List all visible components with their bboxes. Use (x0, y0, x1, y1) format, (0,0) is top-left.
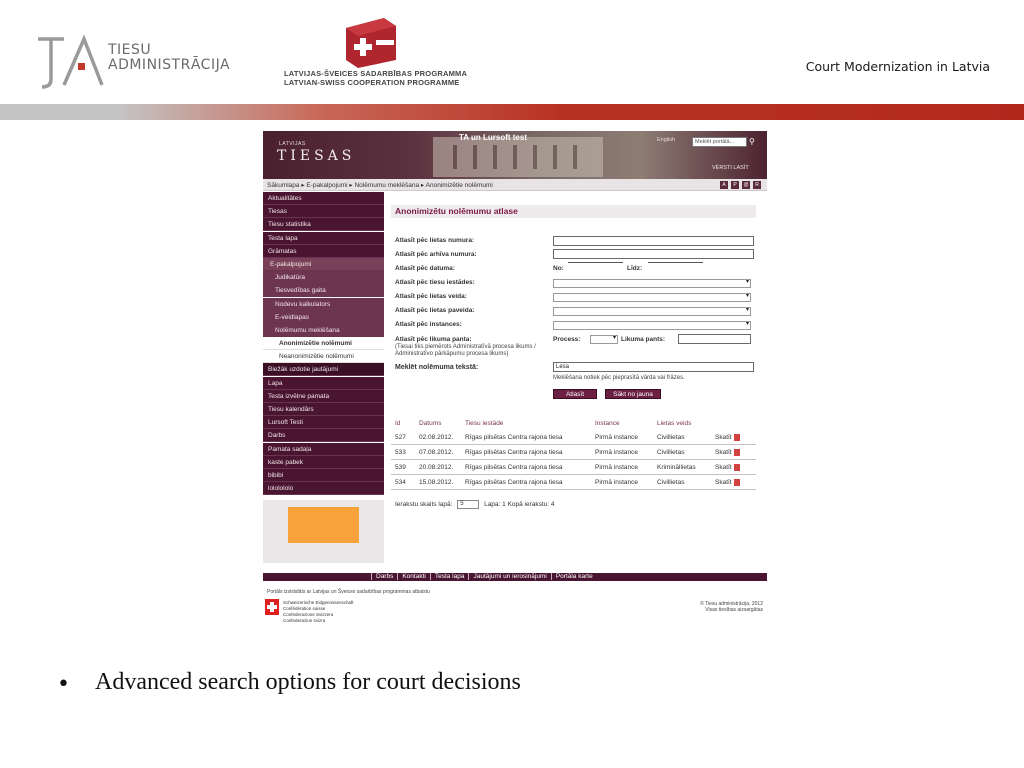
sidebar-item[interactable]: Anonimizētie nolēmumi (263, 337, 384, 350)
footer-link[interactable]: Jautājumi un ierosinājumi (468, 573, 550, 580)
sidebar-item[interactable]: Neanonimizētie nolēmumi (263, 350, 384, 363)
archive-number-label: Atlasīt pēc arhīva numura: (395, 251, 477, 258)
case-kind-select[interactable] (553, 307, 751, 316)
sidebar-item[interactable]: Tiesu kalendārs (263, 403, 384, 416)
cell-instance (595, 475, 657, 489)
cell-date-text: 02.08.2012. (419, 434, 454, 441)
sidebar-item[interactable]: Biežāk uzdotie jautājumi (263, 363, 384, 376)
case-type-label: Atlasīt pēc lietas veida: (395, 293, 467, 300)
cell-case-type-text: Civillietas (657, 479, 685, 486)
court-portal-screenshot (263, 131, 767, 639)
sidebar-item[interactable]: Pamata sadaļa (263, 443, 384, 456)
cell-id-text: 534 (395, 479, 406, 486)
cell-court (465, 445, 595, 459)
sidebar-item[interactable]: Testa izvēlne pamata (263, 390, 384, 403)
process-select[interactable] (590, 335, 618, 344)
text-search-label: Meklēt nolēmuma tekstā: (395, 364, 479, 371)
cell-instance-text: Pirmā instance (595, 434, 638, 441)
slide-title: Court Modernization in Latvia (805, 59, 990, 74)
header-divider-bar (0, 104, 1024, 120)
footer-links (371, 573, 597, 581)
pdf-icon[interactable] (734, 479, 740, 486)
text-search-input[interactable]: Lesa (553, 362, 754, 372)
case-number-label: Atlasīt pēc lietas numura: (395, 237, 475, 244)
case-type-select[interactable] (553, 293, 751, 302)
cell-open[interactable] (715, 475, 755, 489)
courthouse-image (433, 137, 603, 177)
page-title: Anonimizētu nolēmumu atlase (391, 205, 756, 218)
footer-link[interactable]: Kontakti (397, 573, 430, 580)
pager-prefix: Ierakstu skaits lapā: (395, 501, 453, 509)
date-from-label: No: (553, 265, 564, 272)
col-id[interactable]: Id (395, 420, 401, 427)
case-number-input[interactable] (553, 236, 754, 246)
pager-summary: Lapa: 1 Kopā ierakstu: 4 (484, 501, 555, 509)
portal-banner (263, 131, 767, 179)
cell-instance-text: Pirmā instance (595, 449, 638, 456)
pdf-icon[interactable] (734, 464, 740, 471)
law-article-label: Atlasīt pēc likuma panta: (395, 336, 472, 343)
bullet-text: Advanced search options for court decisions (95, 669, 521, 695)
cell-open[interactable] (715, 430, 755, 444)
text-search-hint: Meklēšana notiek pēc pieprasītā vārda vai frāzes. (553, 375, 685, 381)
cell-instance (595, 460, 657, 474)
cell-date (419, 475, 465, 489)
cell-court-text: Rīgas pilsētas Centra rajona tiesa (465, 449, 563, 456)
article-input[interactable] (678, 334, 751, 344)
col-court[interactable]: Tiesu iestāde (465, 420, 504, 427)
pdf-icon[interactable] (734, 434, 740, 441)
sidebar-item[interactable]: Tiesvedības gaita (263, 284, 384, 297)
cell-court (465, 460, 595, 474)
ta-logo-mark-icon (34, 33, 106, 89)
ta-logo-text: TIESU ADMINISTRĀCIJA (108, 42, 231, 73)
table-row[interactable] (391, 460, 756, 475)
environment-label: TA un Lursoft test (459, 133, 527, 142)
date-to-input[interactable] (648, 262, 703, 263)
article-label: Likuma pants: (621, 336, 666, 343)
cell-case-type (657, 430, 715, 444)
pdf-icon[interactable] (734, 449, 740, 456)
process-label: Process: (553, 336, 581, 343)
reset-button[interactable]: Sākt no jauna (605, 389, 661, 399)
cell-date-text: 15.08.2012. (419, 479, 454, 486)
search-icon[interactable]: ⚲ (749, 137, 755, 146)
cell-id (395, 445, 419, 459)
cell-id (395, 430, 419, 444)
sidebar-item[interactable]: bibibi (263, 469, 384, 482)
date-from-input[interactable] (568, 262, 623, 263)
sidebar-item[interactable]: Aktualitātes (263, 192, 384, 205)
law-article-hint: (Tiesai tiks piemērots Administratīvā procesa likums / Administratīvo pārkāpumu procesa likums) (395, 344, 536, 357)
page-tools (720, 181, 761, 189)
advanced-search-link[interactable]: VĒRSTI LASĪT (712, 165, 749, 171)
sidebar-item[interactable]: E-veidlapas (263, 311, 384, 324)
search-button[interactable]: Atlasīt (553, 389, 597, 399)
sidebar-item[interactable]: E-pakalpojumi (263, 258, 384, 271)
latvian-swiss-programme-logo (282, 18, 472, 90)
date-label: Atlasīt pēc datuma: (395, 265, 455, 272)
cell-instance (595, 445, 657, 459)
date-to-label: Līdz: (627, 265, 643, 272)
bullet-marker: • (57, 672, 70, 697)
cell-id-text: 539 (395, 464, 406, 471)
table-row[interactable] (391, 445, 756, 460)
results-body (391, 430, 756, 490)
cell-open-text: Skatīt (715, 434, 732, 441)
cell-date-text: 20.08.2012. (419, 464, 454, 471)
breadcrumb-bar (263, 179, 767, 191)
cell-date (419, 460, 465, 474)
sidebar-banner-area (263, 500, 384, 563)
email-icon[interactable]: @ (743, 182, 749, 188)
breadcrumb[interactable]: Sākumlapa ▸ E-pakalpojumi ▸ Nolēmumu meklēšana ▸ Anonimizētie nolēmumi (267, 182, 493, 189)
sidebar-item[interactable]: Lursoft Testi (263, 416, 384, 429)
portal-footer-bar (263, 573, 767, 581)
sidebar-item[interactable]: Lapa (263, 377, 384, 390)
portal-sidebar (263, 192, 384, 495)
instance-label: Atlasīt pēc instances: (395, 321, 462, 328)
cell-open-text: Skatīt (715, 449, 732, 456)
cell-court-text: Rīgas pilsētas Centra rajona tiesa (465, 479, 563, 486)
sidebar-item[interactable]: Darbs (263, 429, 384, 442)
cell-court-text: Rīgas pilsētas Centra rajona tiesa (465, 434, 563, 441)
table-row[interactable] (391, 475, 756, 490)
cell-id-text: 527 (395, 434, 406, 441)
cell-open-text: Skatīt (715, 464, 732, 471)
results-table (391, 418, 756, 490)
cell-date (419, 430, 465, 444)
swiss-cross-flag-icon (340, 18, 398, 68)
col-instance[interactable]: Instance (595, 420, 620, 427)
col-open (715, 418, 755, 430)
cell-date-text: 07.08.2012. (419, 449, 454, 456)
sidebar-item[interactable]: kaste pabek (263, 456, 384, 469)
cell-open[interactable] (715, 445, 755, 459)
footer-link[interactable]: Darbs (371, 573, 397, 580)
swiss-confederation-icon (265, 599, 279, 615)
rss-icon[interactable]: R (753, 181, 761, 189)
cell-case-type (657, 475, 715, 489)
portal-search-input[interactable]: Meklēt portālā... (692, 137, 747, 147)
results-header (391, 418, 756, 430)
sidebar-item[interactable]: Testa lapa (263, 232, 384, 245)
portal-logo[interactable]: TIESAS (277, 148, 356, 164)
cell-instance-text: Pirmā instance (595, 464, 638, 471)
cell-id-text: 533 (395, 449, 406, 456)
cell-instance-text: Pirmā instance (595, 479, 638, 486)
cell-court-text: Rīgas pilsētas Centra rajona tiesa (465, 464, 563, 471)
cell-id (395, 460, 419, 474)
portal-logo-small: LATVIJAS (279, 141, 306, 147)
font-size-icon[interactable]: A (720, 181, 728, 189)
footer-link[interactable]: Testa lapa (430, 573, 469, 580)
cell-court (465, 475, 595, 489)
cell-court (465, 430, 595, 444)
case-kind-label: Atlasīt pēc lietas paveida: (395, 307, 475, 314)
cell-case-type (657, 445, 715, 459)
sidebar-item[interactable]: Tiesas (263, 205, 384, 218)
footer-link[interactable]: Portāla karte (551, 573, 597, 580)
sidebar-item[interactable]: Grāmatas (263, 245, 384, 258)
cell-open[interactable] (715, 460, 755, 474)
sidebar-item[interactable]: lololololo (263, 482, 384, 495)
cell-case-type-text: Krimināllietas (657, 464, 696, 471)
cell-id (395, 475, 419, 489)
cell-case-type-text: Civillietas (657, 434, 685, 441)
cell-case-type-text: Civillietas (657, 449, 685, 456)
swiss-confederation-text: Schweizerische Eidgenossenschaft Confédération suisse Confederazione Svizzera Confederaziun svizra (283, 600, 354, 623)
cell-instance (595, 430, 657, 444)
col-case-type[interactable]: Lietas veids (657, 420, 692, 427)
sidebar-item[interactable]: Judikatūra (263, 271, 384, 284)
cell-open-text: Skatīt (715, 479, 732, 486)
cell-date (419, 445, 465, 459)
court-select[interactable] (553, 279, 751, 288)
programme-name: LATVIJAS-ŠVEICES SADARBĪBAS PROGRAMMA LATVIAN-SWISS COOPERATION PROGRAMME (284, 69, 468, 87)
print-icon[interactable]: P (731, 181, 739, 189)
instance-select[interactable] (553, 321, 751, 330)
pager (395, 500, 555, 509)
col-date[interactable]: Datums (419, 420, 442, 427)
court-label: Atlasīt pēc tiesu iestādes: (395, 279, 475, 286)
archive-number-input[interactable] (553, 249, 754, 259)
table-row[interactable] (391, 430, 756, 445)
page-size-select[interactable]: 5 (457, 500, 479, 509)
sidebar-item[interactable]: Nolēmumu meklēšana (263, 324, 384, 337)
tiesu-administracija-logo (34, 33, 234, 89)
sidebar-item[interactable]: Tiesu statistika (263, 218, 384, 231)
sidebar-banner[interactable] (288, 507, 359, 543)
cell-case-type (657, 460, 715, 474)
copyright: © Tiesu administrācija, 2012 Visas tiesības aizsargātas (700, 601, 763, 613)
language-link[interactable]: English (657, 137, 676, 143)
sidebar-item[interactable]: Nodevu kalkulators (263, 298, 384, 311)
footer-note: Portāls izstrādāts ar Latvijas un Šveices sadarbības programmas atbalstu (267, 589, 430, 595)
search-form-area (391, 205, 756, 509)
